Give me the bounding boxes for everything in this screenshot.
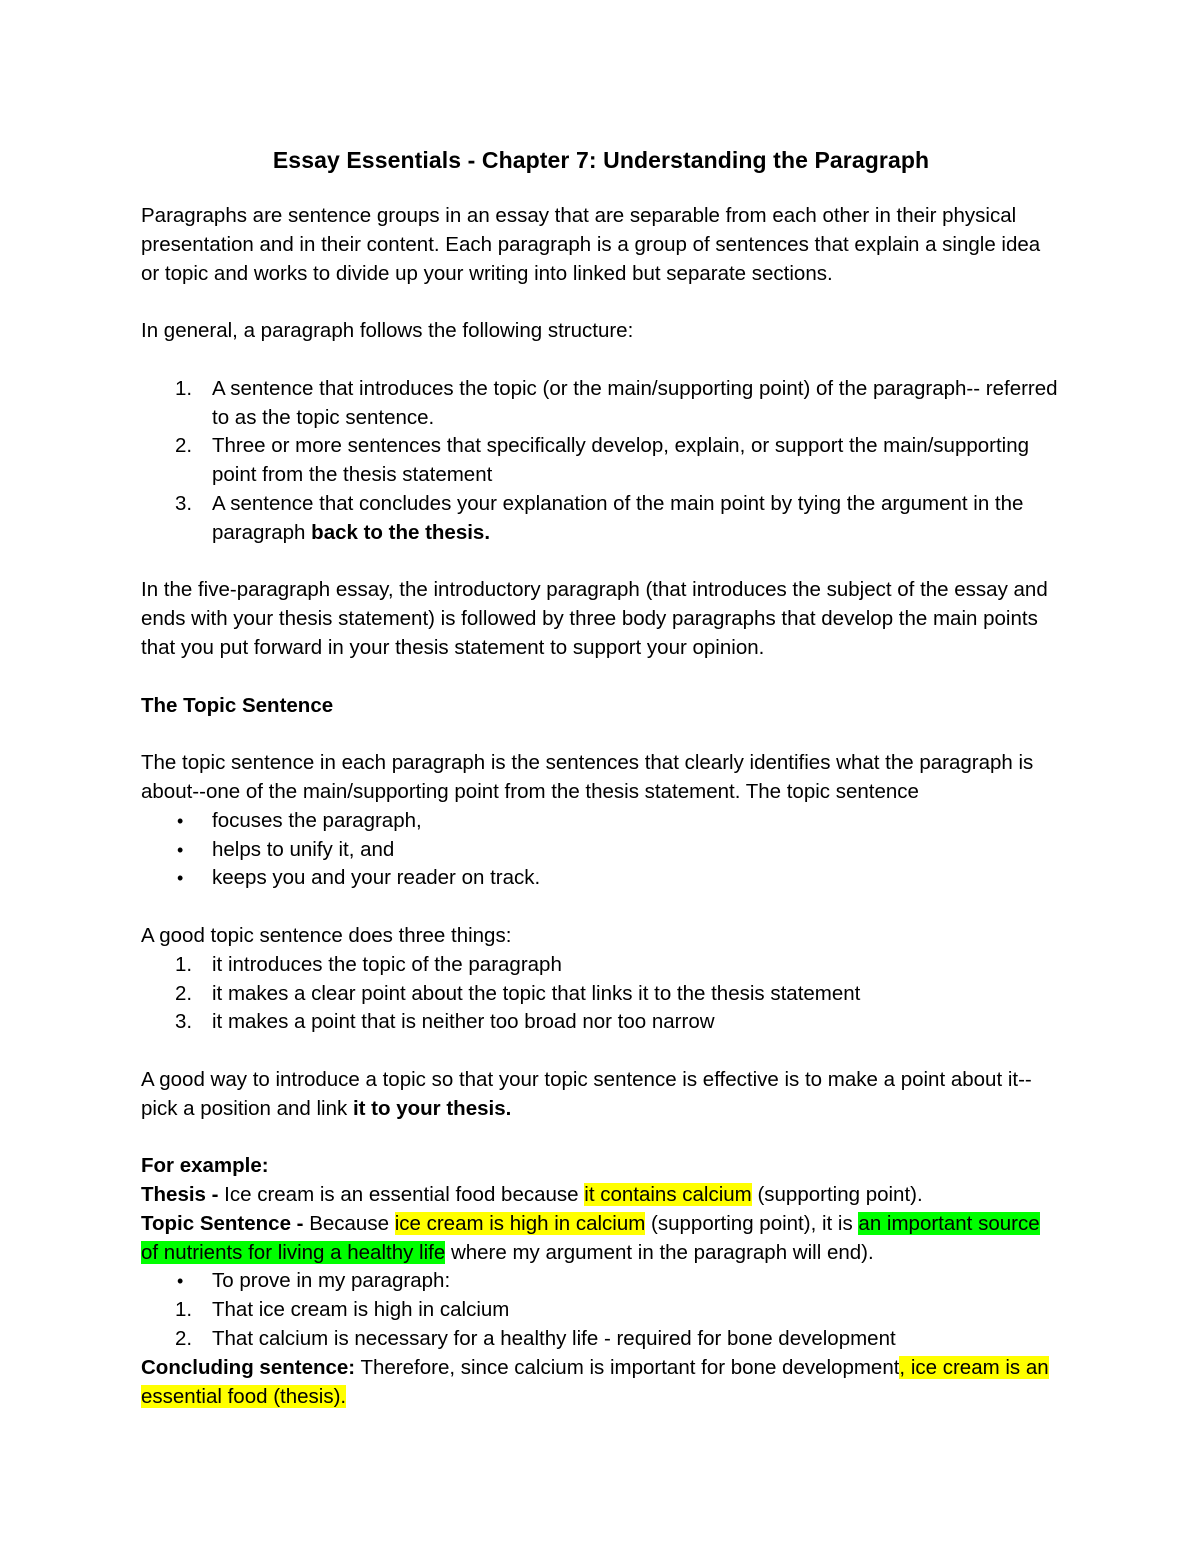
good-way-text: A good way to introduce a topic so that your topic sentence is effective is to make a point about it--pick a position and link — [141, 1067, 1032, 1120]
good-way-paragraph — [141, 1066, 1061, 1124]
topic-description: The topic sentence in each paragraph is the sentences that clearly identifies what the paragraph is about--one of the main/supporting point from the thesis statement. The topic sentence — [141, 751, 1034, 803]
bullet-icon: • — [177, 839, 184, 860]
thesis-label: Thesis - — [141, 1183, 219, 1207]
prove-bullets — [141, 1267, 1061, 1296]
list-item-bold-text: back to the thesis. — [311, 520, 491, 544]
list-item — [141, 980, 1061, 1009]
bullet-text: focuses the paragraph, — [212, 808, 422, 832]
highlight-green: an important source of nutrients for living a healthy life — [141, 1211, 1040, 1264]
concluding-label: Concluding sentence: — [141, 1355, 356, 1379]
bullet-text: helps to unify it, and — [212, 837, 395, 861]
list-item — [141, 432, 1061, 490]
list-item — [141, 490, 1061, 548]
bullet-text: keeps you and your reader on track. — [212, 866, 541, 890]
bullet-item — [141, 807, 1061, 836]
list-item — [141, 375, 1061, 433]
thesis-line — [141, 1181, 1061, 1210]
five-paragraph-text: In the five-paragraph essay, the introductory paragraph (that introduces the subject of the essay and ends with your thesis statement) is followed by three body paragraphs that develop the main points that you put forward in your thesis statement to support your opinion. — [141, 578, 1048, 659]
list-marker: 1. — [175, 952, 193, 976]
list-item — [141, 1325, 1061, 1354]
section-heading: The Topic Sentence — [141, 693, 334, 717]
topic-sentence-line — [141, 1210, 1061, 1268]
prove-list — [141, 1296, 1061, 1354]
list-item — [141, 1296, 1061, 1325]
list-marker: 1. — [175, 1298, 193, 1322]
topic-sentence-label: Topic Sentence - — [141, 1211, 304, 1235]
list-item — [141, 1008, 1061, 1037]
topic-bullets — [141, 807, 1061, 893]
good-topic-intro: A good topic sentence does three things: — [141, 923, 512, 947]
list-item — [141, 951, 1061, 980]
topic-sentence-mid: (supporting point), it is — [645, 1211, 859, 1235]
list-item-text: it makes a point that is neither too broad nor too narrow — [212, 1010, 715, 1034]
bullet-icon: • — [177, 868, 184, 889]
highlight-yellow: it contains calcium — [584, 1183, 752, 1207]
structure-list — [141, 375, 1061, 548]
list-item-text: That calcium is necessary for a healthy life - required for bone development — [212, 1327, 896, 1351]
good-way-bold-text: it to your thesis. — [352, 1096, 512, 1120]
bullet-item — [141, 836, 1061, 865]
list-item-text: That ice cream is high in calcium — [212, 1298, 510, 1322]
list-item-text: A sentence that introduces the topic (or the main/supporting point) of the paragraph-- referred to as the topic sentence. — [212, 376, 1058, 429]
thesis-text-end: (supporting point). — [751, 1183, 923, 1207]
example-heading: For example: — [141, 1154, 269, 1178]
bullet-item — [141, 864, 1061, 893]
list-item-text: it makes a clear point about the topic that links it to the thesis statement — [212, 981, 861, 1005]
list-marker: 3. — [175, 491, 193, 515]
good-topic-list — [141, 951, 1061, 1037]
bullet-icon: • — [177, 810, 184, 831]
list-marker: 2. — [175, 1327, 193, 1351]
intro-paragraph: Paragraphs are sentence groups in an essay that are separable from each other in their physical presentation and in their content. Each paragraph is a group of sentences that explain a single idea or topic and works to divide up your writing into linked but separate sections. — [141, 204, 1041, 285]
highlight-yellow: , ice cream is an essential food (thesis). — [141, 1355, 1049, 1408]
bullet-item — [141, 1267, 1061, 1296]
list-item-text: A sentence that concludes your explanation of the main point by tying the argument in the paragraph — [212, 491, 1024, 544]
concluding-line — [141, 1354, 1061, 1412]
highlight-yellow: ice cream is high in calcium — [394, 1211, 646, 1235]
list-marker: 1. — [175, 376, 193, 400]
topic-sentence-text: Because — [303, 1211, 395, 1235]
list-marker: 2. — [175, 434, 193, 458]
bullet-icon: • — [177, 1271, 184, 1292]
structure-intro: In general, a paragraph follows the following structure: — [141, 319, 634, 343]
list-marker: 3. — [175, 1010, 193, 1034]
list-item-text: it introduces the topic of the paragraph — [212, 952, 562, 976]
list-item-text: Three or more sentences that specifically develop, explain, or support the main/supporting point from the thesis statement — [212, 434, 1030, 487]
document-page — [141, 144, 1061, 1411]
document-title: Essay Essentials - Chapter 7: Understanding the Paragraph — [272, 147, 930, 173]
list-marker: 2. — [175, 981, 193, 1005]
concluding-text: Therefore, since calcium is important for bone development — [355, 1355, 900, 1379]
thesis-text: Ice cream is an essential food because — [218, 1183, 585, 1207]
topic-sentence-end: where my argument in the paragraph will end). — [445, 1240, 874, 1264]
bullet-text: To prove in my paragraph: — [212, 1269, 451, 1293]
